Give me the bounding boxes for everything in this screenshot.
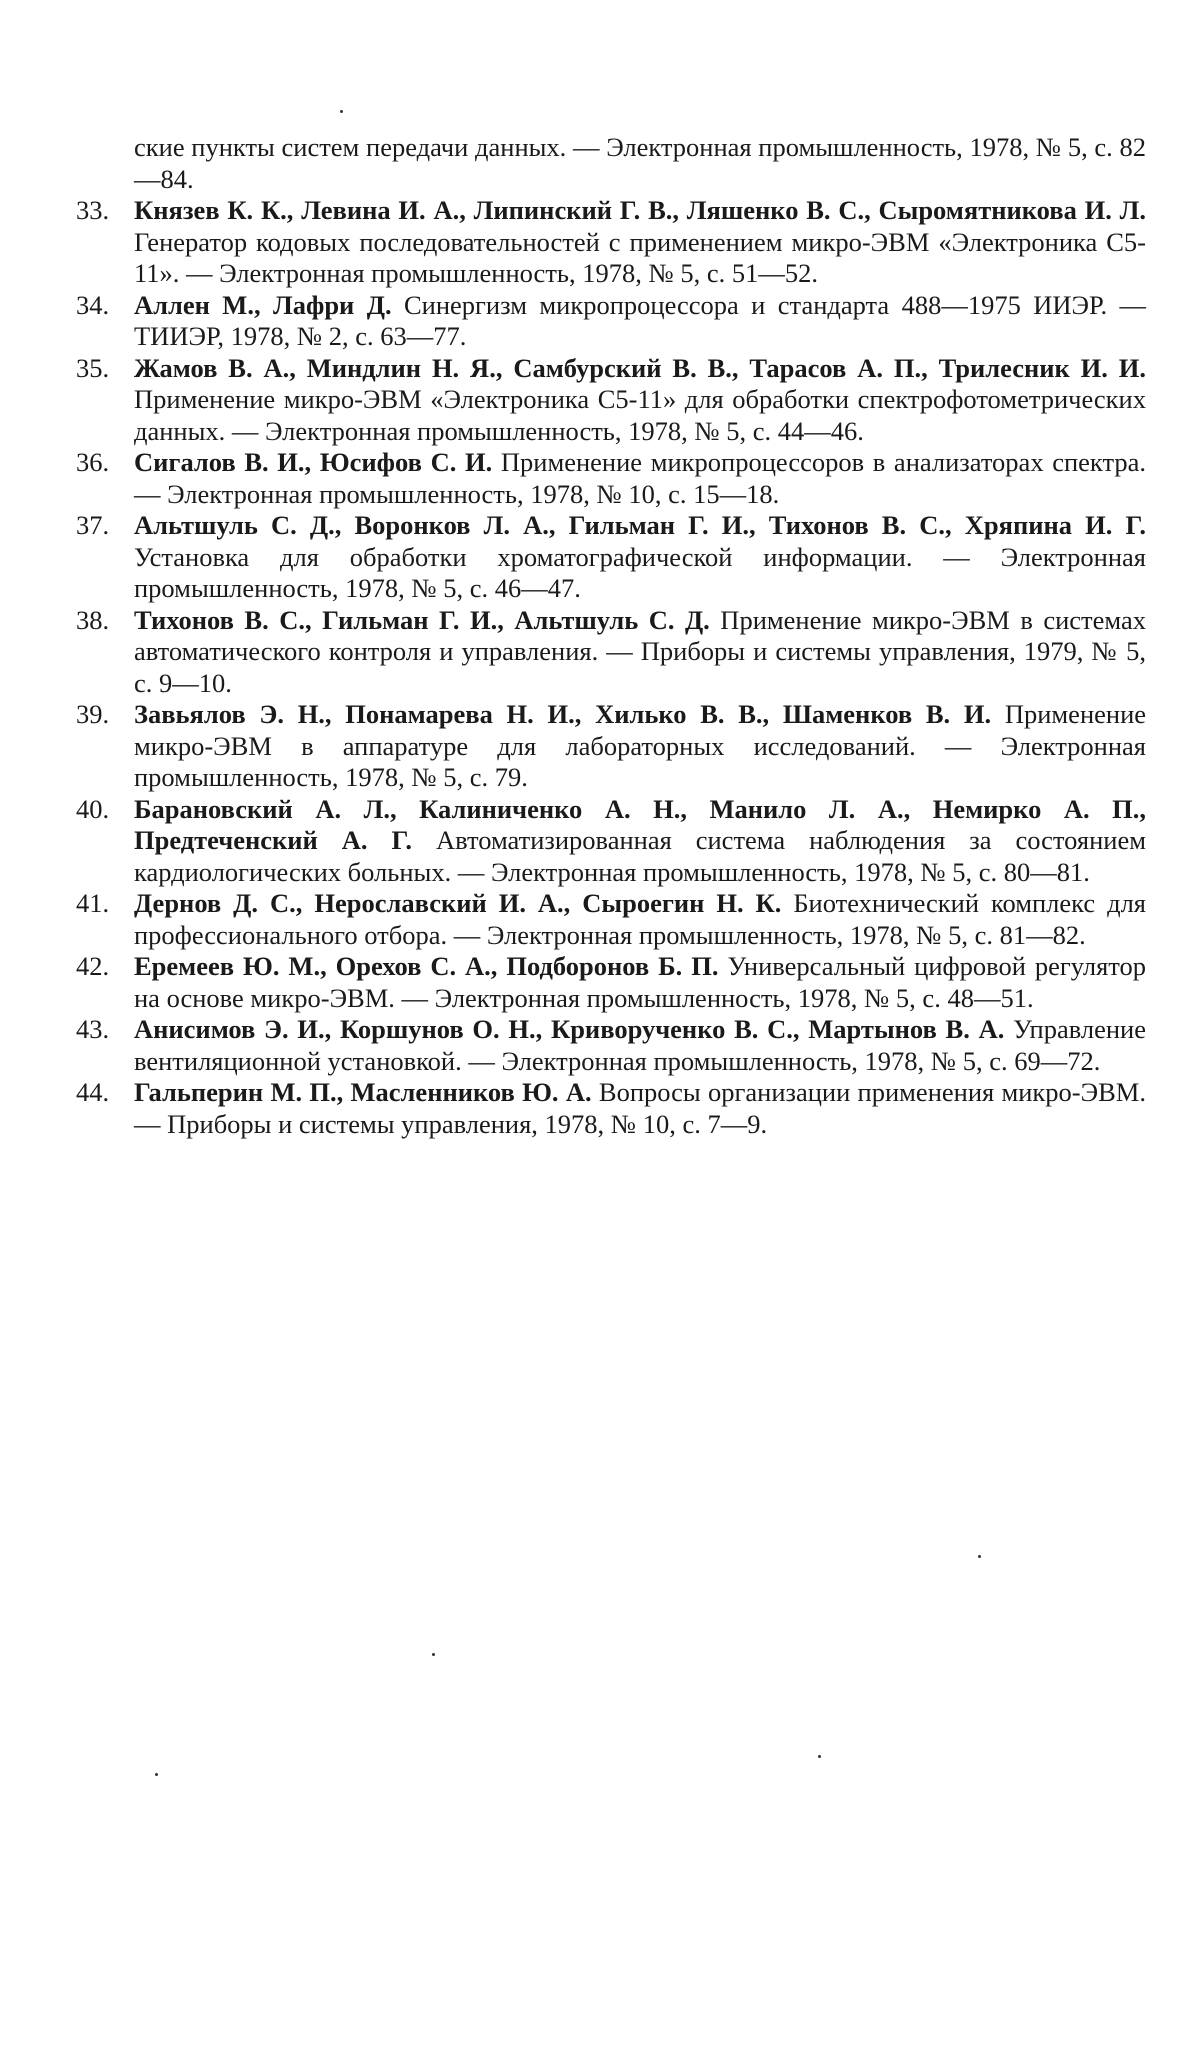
reference-authors: Барановский А. Л., Калиниченко А. Н., Манило Л. А., Немирко А. П., Предтеченский А. Г. bbox=[134, 793, 1146, 855]
reference-authors: Завьялов Э. Н., Понамарева Н. И., Хилько В. В., Шаменков В. И. bbox=[134, 699, 992, 729]
reference-number: 34. bbox=[76, 289, 110, 320]
reference-title: Синергизм микропроцессора и стандарта 488—1975 ИИЭР. — ТИИЭР, 1978, № 2, с. 63—77. bbox=[134, 289, 1146, 351]
scan-speck bbox=[432, 1653, 435, 1656]
reference-title: Применение микро-ЭВМ «Электроника С5-11» для обработки спектрофотометрических данных. — Электронная промышленность, 1978, № 5, с. 44—46. bbox=[134, 384, 1146, 446]
reference-number: 33. bbox=[76, 195, 110, 225]
scan-speck bbox=[340, 110, 343, 113]
reference-entry bbox=[76, 510, 1146, 605]
reference-title: Вопросы организации применения микро-ЭВМ. — Приборы и системы управления, 1978, № 10, с. 7—9. bbox=[134, 1077, 1146, 1139]
reference-entry bbox=[76, 353, 1146, 448]
reference-entry bbox=[76, 447, 1146, 510]
reference-number: 35. bbox=[76, 352, 110, 383]
reference-number: 44. bbox=[76, 1077, 110, 1107]
reference-title: Биотехнический комплекс для профессионального отбора. — Электронная промышленность, 1978, № 5, с. 81—82. bbox=[134, 888, 1146, 950]
reference-number: 39. bbox=[76, 699, 110, 729]
reference-entry bbox=[76, 794, 1146, 889]
reference-entry bbox=[76, 605, 1146, 700]
reference-authors: Еремеев Ю. М., Орехов С. А., Подборонов Б. П. bbox=[134, 951, 719, 981]
reference-continuation-text: ские пункты систем передачи данных. — Электронная промышленность, 1978, № 5, с. 82—84. bbox=[134, 132, 1146, 194]
reference-title: Генератор кодовых последовательностей с применением микро-ЭВМ «Электроника С5-11». — Электронная промышленность, 1978, № 5, с. 51—52. bbox=[134, 226, 1146, 288]
reference-authors: Сигалов В. И., Юсифов С. И. bbox=[134, 447, 493, 477]
reference-title: Установка для обработки хроматографической информации. — Электронная промышленность, 1978, № 5, с. 46—47. bbox=[134, 541, 1146, 603]
reference-continuation bbox=[76, 132, 1146, 195]
reference-authors: Дернов Д. С., Нерославский И. А., Сыроегин Н. К. bbox=[134, 888, 782, 918]
reference-authors: Тихонов В. С., Гильман Г. И., Альтшуль С. Д. bbox=[134, 604, 710, 635]
reference-number: 40. bbox=[76, 793, 110, 824]
reference-title: Универсальный цифровой регулятор на основе микро-ЭВМ. — Электронная промышленность, 1978, № 5, с. 48—51. bbox=[134, 951, 1146, 1013]
reference-authors: Жамов В. А., Миндлин Н. Я., Самбурский В. В., Тарасов А. П., Трилесник И. И. bbox=[134, 352, 1146, 383]
reference-authors: Альтшуль С. Д., Воронков Л. А., Гильман Г. И., Тихонов В. С., Хряпина И. Г. bbox=[134, 510, 1146, 540]
reference-entry bbox=[76, 699, 1146, 794]
reference-title: Автоматизированная система наблюдения за состоянием кардиологических больных. — Электронная промышленность, 1978, № 5, с. 80—81. bbox=[134, 825, 1146, 887]
reference-authors: Аллен М., Лафри Д. bbox=[134, 289, 392, 320]
reference-authors: Гальперин М. П., Масленников Ю. А. bbox=[134, 1077, 592, 1107]
reference-entry bbox=[76, 290, 1146, 353]
reference-number: 36. bbox=[76, 447, 110, 477]
reference-entry bbox=[76, 195, 1146, 290]
reference-number: 37. bbox=[76, 510, 110, 540]
scan-speck bbox=[155, 1773, 158, 1776]
reference-entry bbox=[76, 1077, 1146, 1140]
reference-number: 43. bbox=[76, 1014, 110, 1044]
reference-title: Применение микро-ЭВМ в аппаратуре для лабораторных исследований. — Электронная промышленность, 1978, № 5, с. 79. bbox=[134, 699, 1147, 792]
reference-list bbox=[76, 132, 1146, 1140]
reference-title: Управление вентиляционной установкой. — Электронная промышленность, 1978, № 5, с. 69—72. bbox=[134, 1014, 1146, 1076]
reference-entry bbox=[76, 888, 1146, 951]
reference-authors: Князев К. К., Левина И. А., Липинский Г. В., Ляшенко В. С., Сыромятникова И. Л. bbox=[134, 195, 1146, 225]
reference-entry bbox=[76, 1014, 1146, 1077]
reference-title: Применение микро-ЭВМ в системах автоматического контроля и управления. — Приборы и системы управления, 1979, № 5, с. 9—10. bbox=[134, 604, 1146, 698]
scan-speck bbox=[978, 1555, 981, 1558]
reference-entry bbox=[76, 951, 1146, 1014]
reference-title: Применение микропроцессоров в анализаторах спектра. — Электронная промышленность, 1978, № 10, с. 15—18. bbox=[134, 447, 1146, 509]
reference-number: 41. bbox=[76, 888, 110, 918]
reference-number: 38. bbox=[76, 604, 110, 635]
scan-speck bbox=[818, 1755, 821, 1758]
reference-authors: Анисимов Э. И., Коршунов О. Н., Криворученко В. С., Мартынов В. А. bbox=[134, 1014, 1005, 1044]
reference-number: 42. bbox=[76, 951, 110, 981]
